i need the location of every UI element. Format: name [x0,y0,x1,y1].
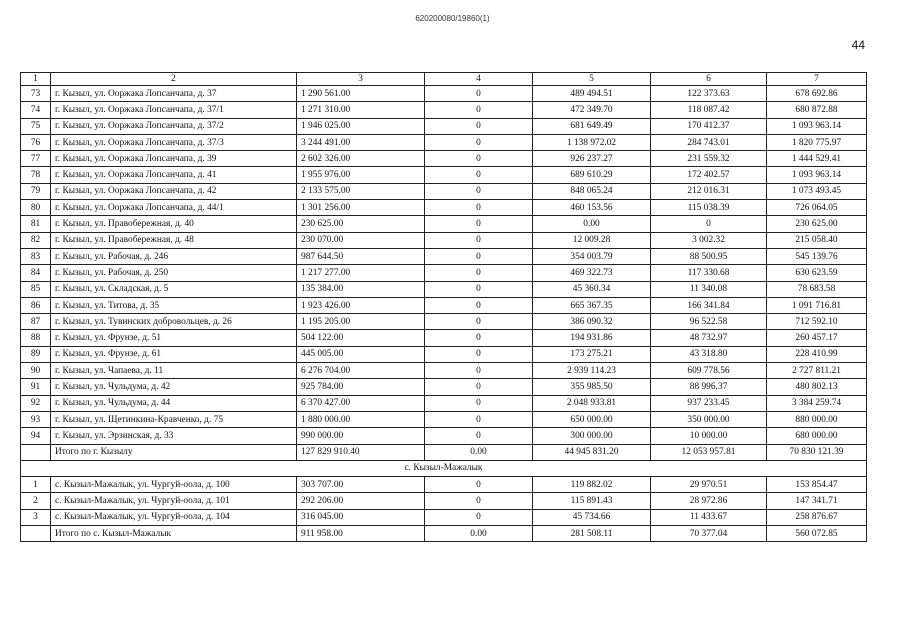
table-row [21,411,867,427]
address-cell: г. Кызыл, ул. Тувинских добровольцев, д. 26 [51,314,297,330]
value-cell: 545 139.76 [767,248,867,264]
table-row [21,428,867,444]
value-cell: 172 402.57 [651,167,767,183]
value-cell: 0 [425,248,533,264]
address-cell: г. Кызыл, ул. Ооржака Лопсанчапа, д. 37 [51,86,297,102]
table-row [21,134,867,150]
column-header: 2 [51,73,297,86]
value-cell: 303 707.00 [297,477,425,493]
value-cell: 355 985.50 [533,379,651,395]
value-cell: 2 602 326.00 [297,151,425,167]
value-cell: 1 138 972.02 [533,134,651,150]
value-cell: 135 384.00 [297,281,425,297]
address-cell: г. Кызыл, ул. Рабочая, д. 246 [51,248,297,264]
value-cell: 445 005.00 [297,346,425,362]
value-cell: 1 880 000.00 [297,411,425,427]
value-cell: 3 244 491.00 [297,134,425,150]
value-cell: 45 734.66 [533,509,651,525]
table-row [21,509,867,525]
row-number: 92 [21,395,51,411]
value-cell: 0 [425,411,533,427]
column-header: 1 [21,73,51,86]
address-cell: г. Кызыл, ул. Ооржака Лопсанчапа, д. 37/3 [51,134,297,150]
address-cell: г. Кызыл, ул. Ооржака Лопсанчапа, д. 44/1 [51,200,297,216]
value-cell: 354 003.79 [533,248,651,264]
value-cell: 472 349.70 [533,102,651,118]
total-cell: 70 830 121.39 [767,444,867,460]
table-row [21,265,867,281]
table-row [21,330,867,346]
row-number: 89 [21,346,51,362]
row-number: 81 [21,216,51,232]
value-cell: 0 [425,379,533,395]
register-table [20,72,867,542]
row-number: 76 [21,134,51,150]
value-cell: 6 370 427.00 [297,395,425,411]
value-cell: 990 000.00 [297,428,425,444]
value-cell: 0.00 [533,216,651,232]
value-cell: 460 153.56 [533,200,651,216]
mazhalyk-rows [21,477,867,526]
value-cell: 681 649.49 [533,118,651,134]
table-row [21,151,867,167]
value-cell: 0 [425,167,533,183]
value-cell: 609 778.56 [651,363,767,379]
value-cell: 504 122.00 [297,330,425,346]
table-row [21,216,867,232]
total-cell: 70 377.04 [651,526,767,542]
value-cell: 1 091 716.81 [767,297,867,313]
page-number: 44 [851,38,865,52]
value-cell: 117 330.68 [651,265,767,281]
table-row [21,183,867,199]
value-cell: 0 [425,183,533,199]
value-cell: 680 000.00 [767,428,867,444]
value-cell: 0 [425,346,533,362]
section-title: с. Кызыл-Мажалык [21,460,867,476]
row-number: 82 [21,232,51,248]
value-cell: 11 340.08 [651,281,767,297]
table-row [21,200,867,216]
table-row [21,477,867,493]
value-cell: 78 683.58 [767,281,867,297]
row-number: 74 [21,102,51,118]
value-cell: 284 743.01 [651,134,767,150]
section-row [21,460,867,476]
value-cell: 194 931.86 [533,330,651,346]
table-row [21,297,867,313]
value-cell: 1 290 561.00 [297,86,425,102]
value-cell: 712 592.10 [767,314,867,330]
value-cell: 0 [651,216,767,232]
value-cell: 848 065.24 [533,183,651,199]
value-cell: 0 [425,477,533,493]
value-cell: 0 [425,265,533,281]
value-cell: 115 038.39 [651,200,767,216]
row-number: 86 [21,297,51,313]
value-cell: 230 625.00 [297,216,425,232]
value-cell: 0 [425,314,533,330]
column-header: 3 [297,73,425,86]
row-number: 87 [21,314,51,330]
value-cell: 0 [425,330,533,346]
value-cell: 469 322.73 [533,265,651,281]
table-row [21,232,867,248]
address-cell: г. Кызыл, ул. Ооржака Лопсанчапа, д. 42 [51,183,297,199]
value-cell: 1 301 256.00 [297,200,425,216]
value-cell: 118 087.42 [651,102,767,118]
address-cell: г. Кызыл, ул. Ооржака Лопсанчапа, д. 37/2 [51,118,297,134]
value-cell: 665 367.35 [533,297,651,313]
row-number: 3 [21,509,51,525]
value-cell: 43 318.80 [651,346,767,362]
value-cell: 630 623.59 [767,265,867,281]
value-cell: 0 [425,493,533,509]
value-cell: 2 939 114.23 [533,363,651,379]
value-cell: 1 946 025.00 [297,118,425,134]
value-cell: 880 000.00 [767,411,867,427]
value-cell: 678 692.86 [767,86,867,102]
table-row [21,102,867,118]
address-cell: г. Кызыл, ул. Эрзинская, д. 33 [51,428,297,444]
value-cell: 1 073 493.45 [767,183,867,199]
value-cell: 10 000.00 [651,428,767,444]
address-cell: г. Кызыл, ул. Фрунзе, д. 61 [51,346,297,362]
value-cell: 215 058.40 [767,232,867,248]
value-cell: 122 373.63 [651,86,767,102]
address-cell: с. Кызыл-Мажалык, ул. Чургуй-оола, д. 100 [51,477,297,493]
column-header: 5 [533,73,651,86]
value-cell: 0 [425,200,533,216]
table-row [21,86,867,102]
value-cell: 726 064.05 [767,200,867,216]
value-cell: 987 644.50 [297,248,425,264]
row-number: 94 [21,428,51,444]
value-cell: 96 522.58 [651,314,767,330]
address-cell: г. Кызыл, ул. Складская, д. 5 [51,281,297,297]
value-cell: 650 000.00 [533,411,651,427]
value-cell: 1 923 426.00 [297,297,425,313]
value-cell: 0 [425,86,533,102]
value-cell: 6 276 704.00 [297,363,425,379]
row-number: 90 [21,363,51,379]
table-row [21,379,867,395]
value-cell: 0 [425,297,533,313]
address-cell: с. Кызыл-Мажалык, ул. Чургуй-оола, д. 104 [51,509,297,525]
value-cell: 937 233.45 [651,395,767,411]
value-cell: 300 000.00 [533,428,651,444]
total-cell [21,526,51,542]
address-cell: г. Кызыл, ул. Щетинкина-Кравченко, д. 75 [51,411,297,427]
value-cell: 48 732.97 [651,330,767,346]
total-cell: 281 508.11 [533,526,651,542]
row-number: 83 [21,248,51,264]
row-number: 77 [21,151,51,167]
total-cell: 44 945 831.20 [533,444,651,460]
value-cell: 88 996.37 [651,379,767,395]
address-cell: г. Кызыл, ул. Чульдума, д. 44 [51,395,297,411]
column-header: 6 [651,73,767,86]
address-cell: г. Кызыл, ул. Рабочая, д. 250 [51,265,297,281]
value-cell: 0 [425,134,533,150]
value-cell: 386 090.32 [533,314,651,330]
address-cell: г. Кызыл, ул. Чапаева, д. 11 [51,363,297,379]
value-cell: 230 070.00 [297,232,425,248]
value-cell: 0 [425,363,533,379]
column-header: 7 [767,73,867,86]
value-cell: 12 009.28 [533,232,651,248]
value-cell: 115 891.43 [533,493,651,509]
value-cell: 1 955 976.00 [297,167,425,183]
value-cell: 119 882.02 [533,477,651,493]
value-cell: 1 217 277.00 [297,265,425,281]
address-cell: г. Кызыл, ул. Ооржака Лопсанчапа, д. 37/1 [51,102,297,118]
value-cell: 926 237.27 [533,151,651,167]
value-cell: 0 [425,395,533,411]
document-code: 620200080/19860(1) [415,14,490,23]
value-cell: 88 500.95 [651,248,767,264]
value-cell: 680 872.88 [767,102,867,118]
value-cell: 0 [425,281,533,297]
value-cell: 0 [425,428,533,444]
total-cell: 12 053 957.81 [651,444,767,460]
address-cell: г. Кызыл, ул. Фрунзе, д. 51 [51,330,297,346]
table-row [21,363,867,379]
value-cell: 1 195 205.00 [297,314,425,330]
value-cell: 228 410.99 [767,346,867,362]
total-cell [21,444,51,460]
column-header: 4 [425,73,533,86]
value-cell: 0 [425,216,533,232]
total-cell: 0.00 [425,444,533,460]
row-number: 91 [21,379,51,395]
row-number: 75 [21,118,51,134]
row-number: 78 [21,167,51,183]
value-cell: 153 854.47 [767,477,867,493]
address-cell: г. Кызыл, ул. Ооржака Лопсанчапа, д. 41 [51,167,297,183]
row-number: 85 [21,281,51,297]
value-cell: 0 [425,102,533,118]
table-row [21,281,867,297]
row-number: 84 [21,265,51,281]
table-row [21,167,867,183]
value-cell: 0 [425,151,533,167]
total-row-mazhalyk [21,526,867,542]
value-cell: 3 384 259.74 [767,395,867,411]
total-cell: 127 829 910.40 [297,444,425,460]
value-cell: 173 275.21 [533,346,651,362]
table-row [21,248,867,264]
row-number: 73 [21,86,51,102]
total-cell: 0.00 [425,526,533,542]
table-row [21,395,867,411]
value-cell: 2 133 575.00 [297,183,425,199]
address-cell: с. Кызыл-Мажалык, ул. Чургуй-оола, д. 101 [51,493,297,509]
total-label: Итого по г. Кызылу [51,444,297,460]
value-cell: 258 876.67 [767,509,867,525]
row-number: 93 [21,411,51,427]
row-number: 79 [21,183,51,199]
table-row [21,493,867,509]
table-row [21,314,867,330]
total-label: Итого по с. Кызыл-Мажалык [51,526,297,542]
value-cell: 231 559.32 [651,151,767,167]
value-cell: 1 820 775.97 [767,134,867,150]
value-cell: 0 [425,118,533,134]
value-cell: 2 048 933.81 [533,395,651,411]
address-cell: г. Кызыл, ул. Чульдума, д. 42 [51,379,297,395]
value-cell: 29 970.51 [651,477,767,493]
value-cell: 350 000.00 [651,411,767,427]
value-cell: 28 972.86 [651,493,767,509]
value-cell: 0 [425,232,533,248]
value-cell: 480 802.13 [767,379,867,395]
kyzyl-rows [21,86,867,445]
value-cell: 292 206.00 [297,493,425,509]
address-cell: г. Кызыл, ул. Правобережная, д. 40 [51,216,297,232]
row-number: 1 [21,477,51,493]
value-cell: 212 016.31 [651,183,767,199]
value-cell: 260 457.17 [767,330,867,346]
total-row-kyzyl [21,444,867,460]
total-cell: 560 072.85 [767,526,867,542]
column-numbers-row [21,73,867,86]
total-cell: 911 958.00 [297,526,425,542]
row-number: 2 [21,493,51,509]
address-cell: г. Кызыл, ул. Правобережная, д. 48 [51,232,297,248]
value-cell: 0 [425,509,533,525]
value-cell: 1 093 963.14 [767,167,867,183]
table-row [21,346,867,362]
value-cell: 489 494.51 [533,86,651,102]
value-cell: 166 341.84 [651,297,767,313]
value-cell: 2 727 811.21 [767,363,867,379]
row-number: 80 [21,200,51,216]
value-cell: 3 002.32 [651,232,767,248]
value-cell: 1 444 529.41 [767,151,867,167]
row-number: 88 [21,330,51,346]
value-cell: 45 360.34 [533,281,651,297]
value-cell: 1 271 310.00 [297,102,425,118]
value-cell: 1 093 963.14 [767,118,867,134]
value-cell: 689 610.29 [533,167,651,183]
value-cell: 230 625.00 [767,216,867,232]
value-cell: 11 433.67 [651,509,767,525]
value-cell: 147 341.71 [767,493,867,509]
value-cell: 925 784.00 [297,379,425,395]
table-row [21,118,867,134]
value-cell: 170 412.37 [651,118,767,134]
value-cell: 316 045.00 [297,509,425,525]
address-cell: г. Кызыл, ул. Ооржака Лопсанчапа, д. 39 [51,151,297,167]
address-cell: г. Кызыл, ул. Титова, д. 35 [51,297,297,313]
